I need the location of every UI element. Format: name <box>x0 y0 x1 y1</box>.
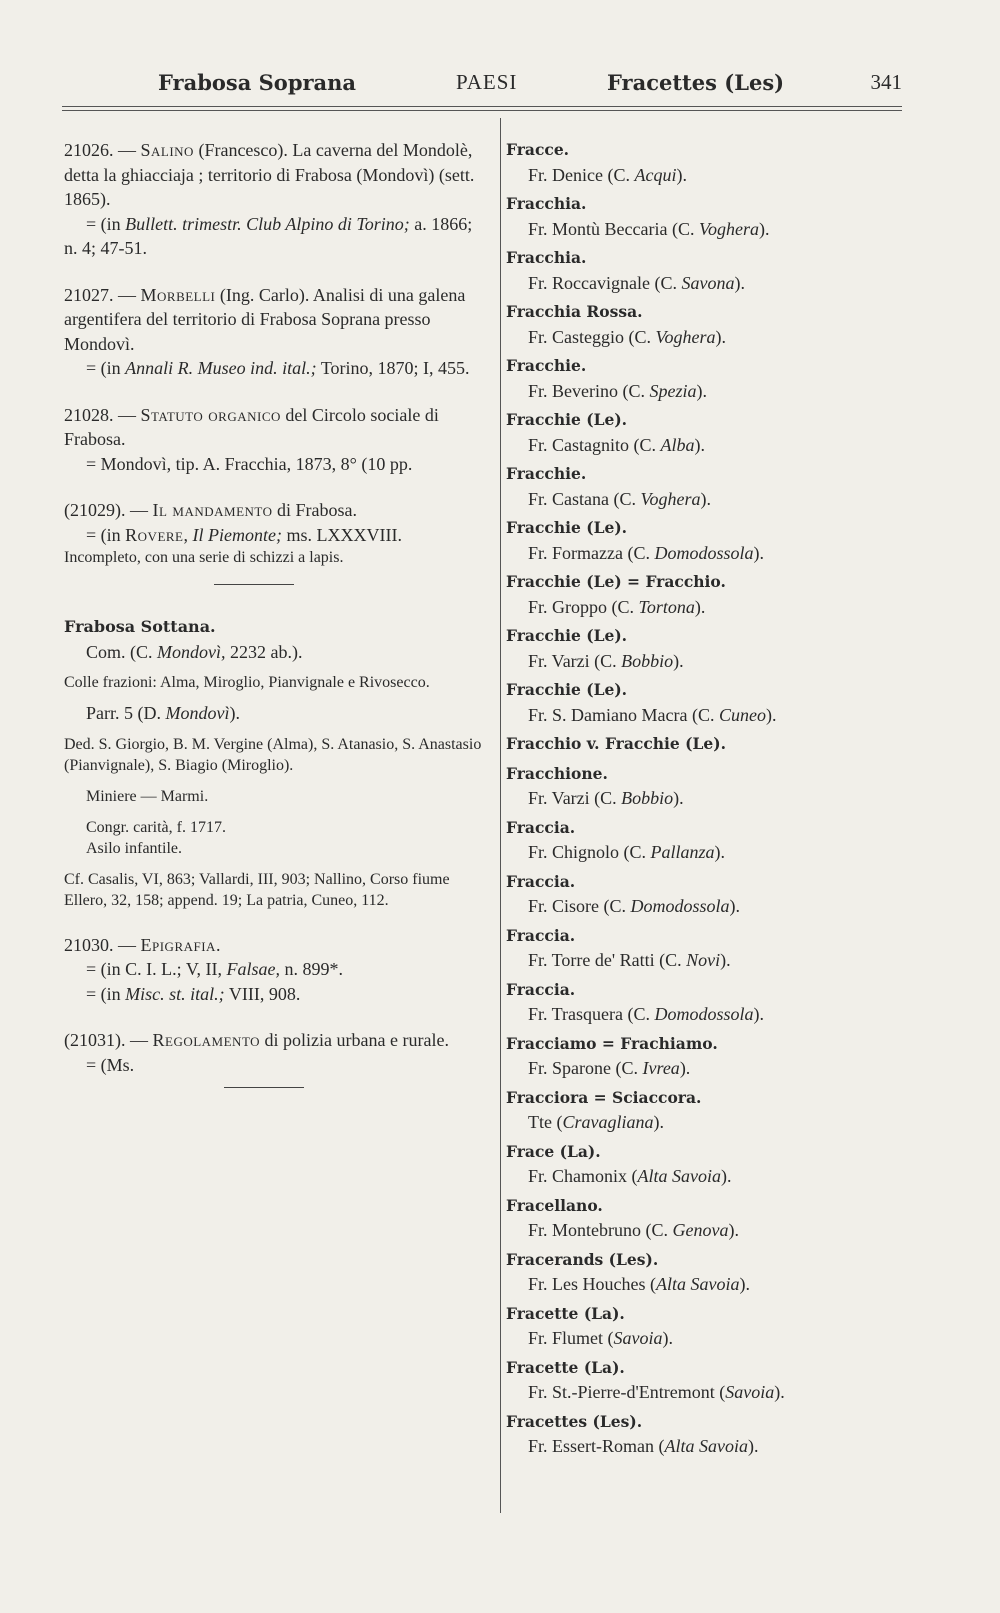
gazetteer-entry <box>506 1140 906 1189</box>
entry-location: Fr. Beverino (C. Spezia). <box>528 380 707 401</box>
section-divider <box>214 584 294 585</box>
entry-heading: Fracchia. <box>506 248 587 267</box>
entry-heading: Fracettes (Les). <box>506 1411 643 1431</box>
entry-21031: (21031). — Regolamento di polizia urbana e rurale. = (Ms. <box>64 1030 449 1075</box>
entry-location: Tte (Cravagliana). <box>528 1112 664 1132</box>
header-rule <box>62 106 902 107</box>
gazetteer-entry <box>506 732 906 757</box>
entry-location: Fr. Chamonix (Alta Savoia). <box>528 1166 732 1186</box>
entry-location: Fr. Formazza (C. Domodossola). <box>528 542 764 563</box>
gazetteer-entry <box>506 1032 906 1081</box>
gazetteer-entry <box>506 978 906 1027</box>
header-right: Fracettes (Les) <box>607 70 785 95</box>
entry-heading: Fracchie (Le). <box>506 518 628 537</box>
gazetteer-entry <box>506 300 906 349</box>
gazetteer-entry <box>506 924 906 973</box>
entry-heading: Fracchie (Le). <box>506 626 628 645</box>
gazetteer-entry <box>506 870 906 919</box>
entry-21030: 21030. — Epigrafia. = (in C. I. L.; V, II, Falsae, n. 899*. = (in Misc. st. ital.; VIII, 908. <box>64 934 343 1004</box>
gazetteer-entry <box>506 1086 906 1135</box>
entry-heading: Fracciamo = Frachiamo. <box>506 1033 718 1053</box>
entry-heading: Fracciora = Sciaccora. <box>506 1087 702 1107</box>
entry-location: Fr. Les Houches (Alta Savoia). <box>528 1274 750 1294</box>
entry-heading: Fracchia Rossa. <box>506 302 643 321</box>
header-center: PAESI <box>456 70 518 94</box>
right-column <box>506 138 906 1464</box>
gazetteer-entry <box>506 138 906 187</box>
gazetteer-entry <box>506 624 906 673</box>
gazetteer-entry <box>506 246 906 295</box>
entry-location: Fr. Castana (C. Voghera). <box>528 488 711 509</box>
entry-location: Fr. Denice (C. Acqui). <box>528 164 687 185</box>
entry-location: Fr. Castagnito (C. Alba). <box>528 434 706 455</box>
gazetteer-entry <box>506 1302 906 1351</box>
entry-heading: Fracchie. <box>506 464 587 483</box>
header-rule-2 <box>62 110 902 111</box>
entry-21029: (21029). — Il mandamento di Frabosa. = (in Rovere, Il Piemonte; ms. LXXXVIII. Incompleto, con una serie di schizzi a lapis. <box>64 500 402 566</box>
entry-location: Fr. Varzi (C. Bobbio). <box>528 650 684 671</box>
entry-heading: Fraccia. <box>506 925 576 945</box>
gazetteer-entry <box>506 570 906 619</box>
entry-heading: Fracchie (Le). <box>506 410 628 429</box>
end-divider <box>224 1087 304 1088</box>
page-number: 341 <box>870 70 902 94</box>
entry-location: Fr. Essert-Roman (Alta Savoia). <box>528 1436 759 1456</box>
column-divider <box>500 118 501 1513</box>
gazetteer-entry <box>506 462 906 511</box>
entry-heading: Fracce. <box>506 140 570 159</box>
entry-location: Fr. Trasquera (C. Domodossola). <box>528 1004 765 1024</box>
gazetteer-entry <box>506 408 906 457</box>
entry-location: Fr. Flumet (Savoia). <box>528 1328 674 1348</box>
entry-21027: 21027. — Morbelli (Ing. Carlo). Analisi di una galena argentifera del territorio di Frabosa Soprana presso Mondovì. = (in Annali R. Museo ind. ital.; Torino, 1870; I, 455. <box>64 284 470 378</box>
frabosa-sottana: Frabosa Sottana. Com. (C. Mondovì, 2232 ab.). Colle frazioni: Alma, Miroglio, Pianvignale e Rivosecco. Parr. 5 (D. Mondovì). Ded. S. Giorgio, B. M. Vergine (Alma), S. Atanasio, S. Anastasio (Pianvignale), S. Biagio (Miroglio). Miniere — Marmi. Congr. carità, f. 1717. Asilo infantile. Cf. Casalis, VI, 863; Vallardi, III, 903; Nallino, Corso fiume Ellero, 32, 158; append. 19; La patria, Cuneo, 112. <box>64 617 482 909</box>
entry-location: Fr. Montù Beccaria (C. Voghera). <box>528 218 770 239</box>
entry-heading: Frace (La). <box>506 1141 601 1161</box>
gazetteer-entry <box>506 516 906 565</box>
gazetteer-entry <box>506 1356 906 1405</box>
left-column <box>64 138 489 1088</box>
entry-heading: Fracette (La). <box>506 1303 625 1323</box>
entry-heading: Fracchie. <box>506 356 587 375</box>
entry-location: Fr. St.-Pierre-d'Entremont (Savoia). <box>528 1382 785 1402</box>
entry-heading: Fraccia. <box>506 817 576 837</box>
entry-21028: 21028. — Statuto organico del Circolo sociale di Frabosa. = Mondovì, tip. A. Fracchia, 1873, 8° (10 pp. <box>64 404 439 474</box>
gazetteer-entry <box>506 1194 906 1243</box>
entry-location: Fr. Casteggio (C. Voghera). <box>528 326 727 347</box>
entry-heading: Fracette (La). <box>506 1357 625 1377</box>
entry-location: Fr. Roccavignale (C. Savona). <box>528 272 745 293</box>
entry-heading: Fracchio v. Fracchie (Le). <box>506 734 727 753</box>
entry-location: Fr. Sparone (C. Ivrea). <box>528 1058 691 1078</box>
gazetteer-entry <box>506 354 906 403</box>
gazetteer-entry <box>506 762 906 811</box>
entry-location: Fr. Cisore (C. Domodossola). <box>528 896 741 916</box>
entry-location: Fr. Varzi (C. Bobbio). <box>528 788 684 808</box>
entry-location: Fr. S. Damiano Macra (C. Cuneo). <box>528 704 777 725</box>
entry-heading: Fraccia. <box>506 979 576 999</box>
entry-heading: Fracchie (Le) = Fracchio. <box>506 572 726 591</box>
gazetteer-entry <box>506 678 906 727</box>
gazetteer-entry <box>506 1248 906 1297</box>
entry-heading: Fracchie (Le). <box>506 680 628 699</box>
entry-location: Fr. Montebruno (C. Genova). <box>528 1220 739 1240</box>
gazetteer-entry <box>506 192 906 241</box>
gazetteer-entry <box>506 1410 906 1459</box>
entry-heading: Fracellano. <box>506 1195 603 1215</box>
running-header <box>62 66 902 104</box>
entry-heading: Fraccia. <box>506 871 576 891</box>
gazetteer-entry <box>506 816 906 865</box>
entry-heading: Fracchia. <box>506 194 587 213</box>
header-left: Frabosa Soprana <box>158 70 357 95</box>
entry-heading: Fracerands (Les). <box>506 1249 659 1269</box>
entry-location: Fr. Chignolo (C. Pallanza). <box>528 842 726 862</box>
entry-heading: Fracchione. <box>506 763 608 783</box>
entry-21026: 21026. — Salino (Francesco). La caverna del Mondolè, detta la ghiacciaja ; territorio di Frabosa (Mondovì) (sett. 1865). = (in Bullett. trimestr. Club Alpino di Torino; a. 1866; n. 4; 47-51. <box>64 140 475 258</box>
entry-location: Fr. Torre de' Ratti (C. Novi). <box>528 950 731 970</box>
entry-location: Fr. Groppo (C. Tortona). <box>528 596 706 617</box>
